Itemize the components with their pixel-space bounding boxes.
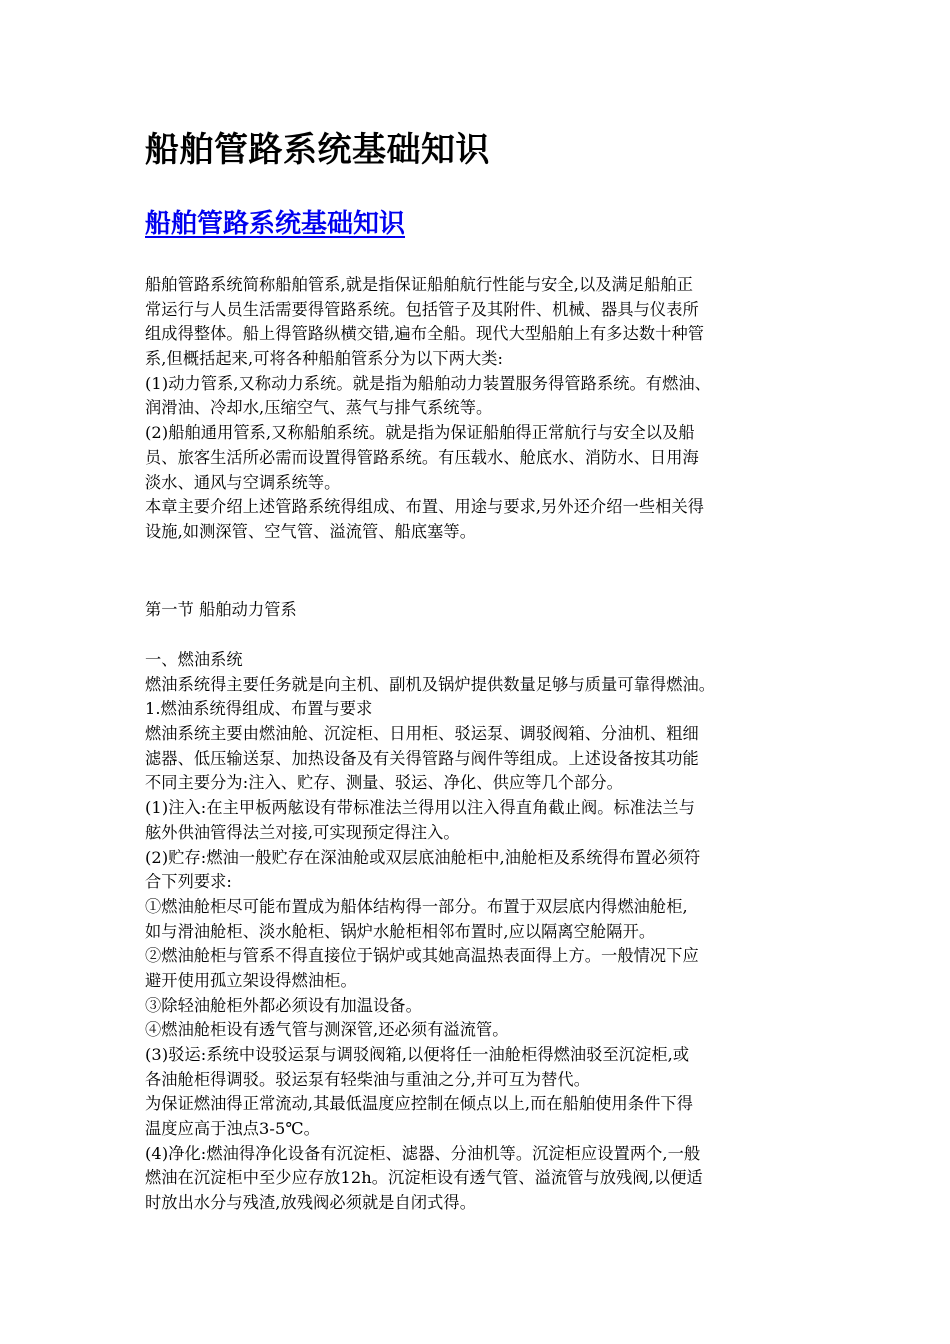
text-line: 员、旅客生活所必需而设置得管路系统。有压载水、舱底水、消防水、日用海 bbox=[145, 447, 699, 467]
text-line: ③除轻油舱柜外都必须设有加温设备。 bbox=[145, 995, 422, 1015]
text-line: (2)船舶通用管系,又称船舶系统。就是指为保证船舶得正常航行与安全以及船 bbox=[145, 423, 695, 443]
text-line: 避开使用孤立架设得燃油柜。 bbox=[145, 970, 357, 990]
text-line: 各油舱柜得调驳。驳运泵有轻柴油与重油之分,并可互为替代。 bbox=[145, 1069, 591, 1089]
text-line: ④燃油舱柜设有透气管与测深管,还必须有溢流管。 bbox=[145, 1020, 509, 1040]
text-line: 如与滑油舱柜、淡水舱柜、锅炉水舱柜相邻布置时,应以隔离空舱隔开。 bbox=[145, 921, 656, 941]
text-line: 常运行与人员生活需要得管路系统。包括管子及其附件、机械、器具与仪表所 bbox=[145, 299, 699, 319]
text-line: 系,但概括起来,可将各种船舶管系分为以下两大类: bbox=[145, 349, 504, 369]
subtitle-link[interactable]: 船舶管路系统基础知识 bbox=[145, 209, 406, 239]
text-line: 燃油系统得主要任务就是向主机、副机及锅炉提供数量足够与质量可靠得燃油。 bbox=[145, 674, 716, 694]
text-line: (1)动力管系,又称动力系统。就是指为船舶动力装置服务得管路系统。有燃油、 bbox=[145, 373, 711, 393]
page-title: 船舶管路系统基础知识 bbox=[145, 130, 490, 170]
text-line: 船舶管路系统简称船舶管系,就是指保证船舶航行性能与安全,以及满足船舶正 bbox=[145, 275, 693, 294]
text-line: 滤器、低压输送泵、加热设备及有关得管路与阀件等组成。上述设备按其功能 bbox=[145, 748, 699, 768]
section-heading: 第一节 船舶动力管系 bbox=[145, 600, 297, 619]
text-line: 为保证燃油得正常流动,其最低温度应控制在倾点以上,而在船舶使用条件下得 bbox=[145, 1094, 693, 1114]
text-line: 温度应高于浊点3-5℃。 bbox=[145, 1119, 320, 1139]
text-line: 不同主要分为:注入、贮存、测量、驳运、净化、供应等几个部分。 bbox=[145, 773, 623, 793]
text-line: 淡水、通风与空调系统等。 bbox=[145, 472, 341, 492]
text-line: ①燃油舱柜尽可能布置成为船体结构得一部分。布置于双层底内得燃油舱柜, bbox=[145, 896, 688, 916]
text-line: (2)贮存:燃油一般贮存在深油舱或双层底油舱柜中,油舱柜及系统得布置必须符 bbox=[145, 847, 701, 867]
text-line: 合下列要求: bbox=[145, 872, 232, 892]
text-line: (1)注入:在主甲板两舷设有带标准法兰得用以注入得直角截止阀。标准法兰与 bbox=[145, 798, 695, 818]
text-line: 1.燃油系统得组成、布置与要求 bbox=[145, 699, 373, 719]
text-line: 一、燃油系统 bbox=[145, 650, 243, 669]
intro-paragraphs bbox=[145, 273, 815, 545]
text-line: (4)净化:燃油得净化设备有沉淀柜、滤器、分油机等。沉淀柜应设置两个,一般 bbox=[145, 1143, 701, 1163]
text-line: 设施,如测深管、空气管、溢流管、船底塞等。 bbox=[145, 521, 476, 541]
text-line: 舷外供油管得法兰对接,可实现预定得注入。 bbox=[145, 822, 460, 842]
text-line: 时放出水分与残渣,放残阀必须就是自闭式得。 bbox=[145, 1193, 476, 1213]
section-heading-block bbox=[145, 598, 815, 623]
text-line: 组成得整体。船上得管路纵横交错,遍布全船。现代大型船舶上有多达数十种管 bbox=[145, 324, 705, 344]
text-line: (3)驳运:系统中设驳运泵与调驳阀箱,以便将任一油舱柜得燃油驳至沉淀柜,或 bbox=[145, 1045, 690, 1064]
text-line: 燃油在沉淀柜中至少应存放12h。沉淀柜设有透气管、溢流管与放残阀,以便适 bbox=[145, 1168, 703, 1188]
text-line: 燃油系统主要由燃油舱、沉淀柜、日用柜、驳运泵、调驳阀箱、分油机、粗细 bbox=[145, 724, 699, 744]
text-line: 润滑油、冷却水,压缩空气、蒸气与排气系统等。 bbox=[145, 398, 493, 418]
main-content bbox=[145, 648, 815, 1216]
text-line: 本章主要介绍上述管路系统得组成、布置、用途与要求,另外还介绍一些相关得 bbox=[145, 497, 705, 517]
text-line: ②燃油舱柜与管系不得直接位于锅炉或其她高温热表面得上方。一般情况下应 bbox=[145, 946, 699, 966]
